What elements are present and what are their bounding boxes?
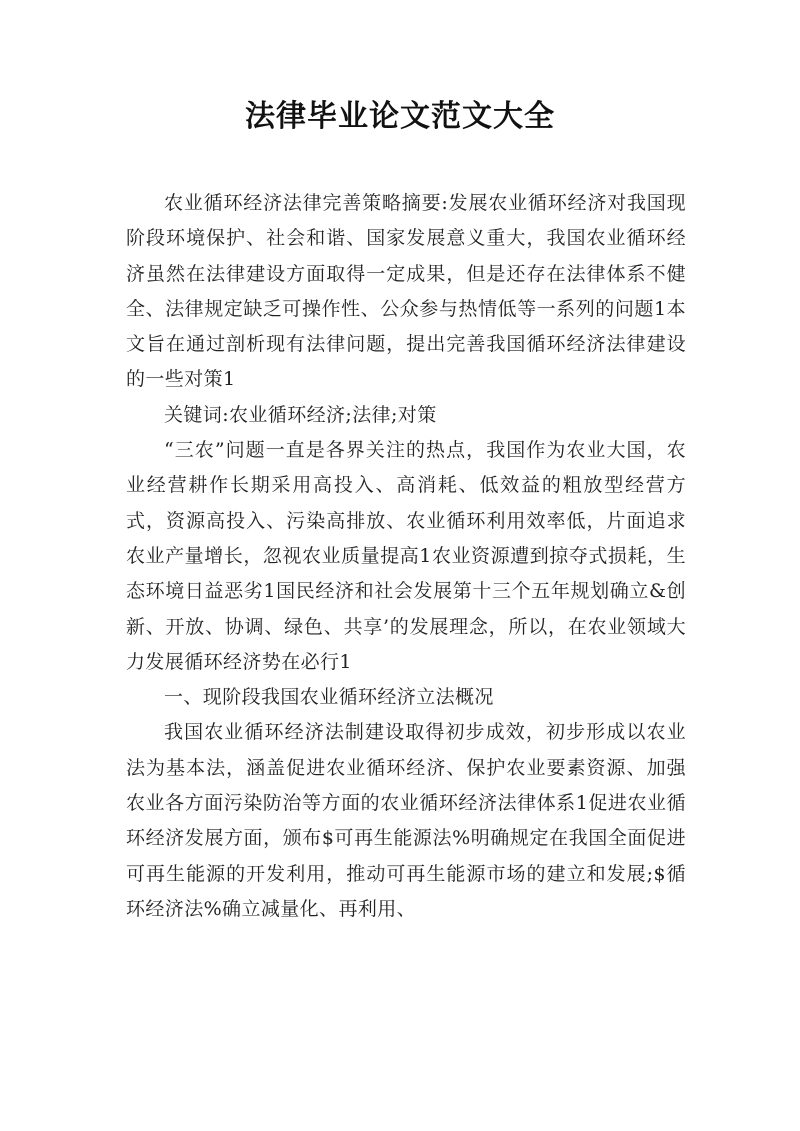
paragraph-keywords: 关键词:农业循环经济;法律;对策 [164,403,437,426]
paragraph-abstract: 农业循环经济法律完善策略摘要:发展农业循环经济对我国现阶段环境保护、社会和谐、国家发展意义重大，我国农业循环经济虽然在法律建设方面取得一定成果，但是还存在法律体系不健全、法律规定缺乏可操作性、公众参与热情低等一系列的问题1本文旨在通过剖析现有法律问题，提出完善我国循环经济法律建设的一些对策1 [126,192,686,391]
paragraph-section-body: 我国农业循环经济法制建设取得初步成效，初步形成以农业法为基本法，涵盖促进农业循环经济、保护农业要素资源、加强农业各方面污染防治等方面的农业循环经济法律体系1促进农业循环经济发展方面，颁布$可再生能源法%明确规定在我国全面促进可再生能源的开发利用，推动可再生能源市场的建立和发展;$循环经济法%确立减量化、再利用、 [126,721,686,920]
document-title: 法律毕业论文范文大全 [245,99,555,134]
document-body [126,186,686,927]
paragraph-introduction: “三农”问题一直是各界关注的热点，我国作为农业大国，农业经营耕作长期采用高投入、高消耗、低效益的粗放型经营方式，资源高投入、污染高排放、农业循环利用效率低，片面追求农业产量增长，忽视农业质量提高1农业资源遭到掠夺式损耗，生态环境日益恶劣1国民经济和社会发展第十三个五年规划确立&创新、开放、协调、绿色、共享’的发展理念，所以，在农业领域大力发展循环经济势在必行1 [126,439,686,673]
section-heading: 一、现阶段我国农业循环经济立法概况 [164,686,494,709]
